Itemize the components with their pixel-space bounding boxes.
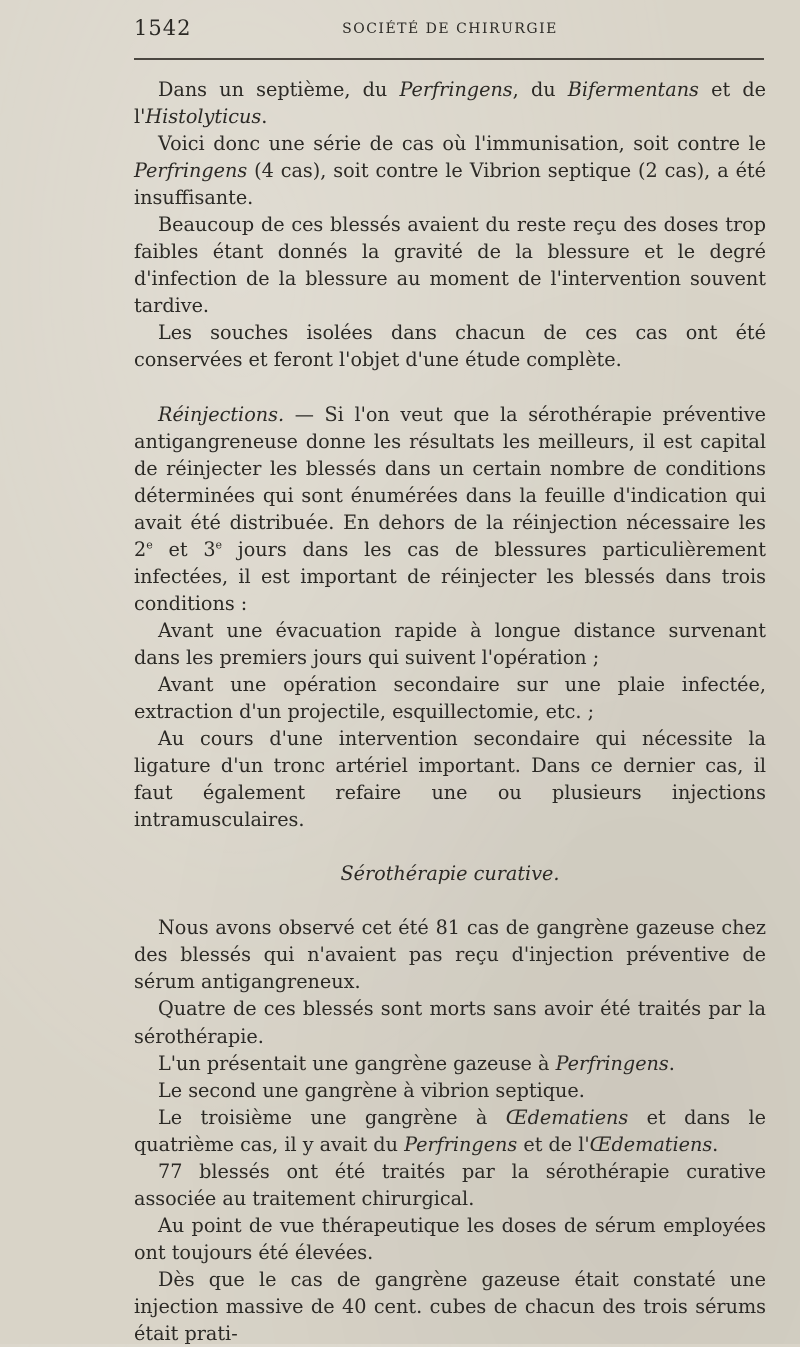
text-run: — Si l'on veut que la sérothérapie préventive antigangreneuse donne les résultats les meilleurs, il est capital de réinjecter les blessés dans un certain nombre de conditions déterminées qui sont énumérées dans la feuille d'indication qui avait été distribuée. En dehors de la réinjection nécessaire les 2 <box>134 402 766 561</box>
spacer <box>134 374 766 401</box>
running-head: SOCIÉTÉ DE CHIRURGIE <box>342 21 558 37</box>
paragraph-8: Au cours d'une intervention secondaire qui nécessite la ligature d'un tronc artériel important. Dans ce dernier cas, il faut également refaire une ou plusieurs injections intramusculaires. <box>134 727 766 832</box>
italic-term: Perfringens <box>134 159 248 183</box>
text-run: et dans le quatrième cas, il y avait du <box>134 1105 767 1156</box>
paragraph-16: Dès que le cas de gangrène gazeuse était constaté une injection massive de 40 cent. cubes de chacun des trois sérums était prati- <box>134 1267 766 1346</box>
italic-term: Histolyticus <box>145 105 262 129</box>
italic-term: Perfringens <box>404 1132 518 1156</box>
text-run: . <box>261 105 268 129</box>
paragraph-4: Les souches isolées dans chacun de ces cas ont été conservées et feront l'objet d'une étude complète. <box>134 321 766 372</box>
paragraph-11 <box>134 1050 766 1077</box>
paragraph-5 <box>134 401 766 617</box>
text-run: . <box>668 1051 675 1075</box>
italic-term: Bifermentans <box>567 78 699 101</box>
text-run: jours dans les cas de blessures particulièrement infectées, il est important de réinjecter les blessés dans trois conditions : <box>134 537 766 615</box>
spacer <box>134 887 766 914</box>
paragraph-14: 77 blessés ont été traités par la sérothérapie curative associée au traitement chirurgical. <box>134 1159 766 1210</box>
paragraph-12: Le second une gangrène à vibrion septique. <box>158 1078 585 1102</box>
paragraph-13 <box>134 1104 766 1158</box>
text-run: L'un présentait une gangrène gazeuse à <box>158 1051 556 1075</box>
paragraph-3: Beaucoup de ces blessés avaient du reste reçu des doses trop faibles étant donnés la gravité de la blessure et le degré d'infection de la blessure au moment de l'intervention souvent tardive. <box>134 213 766 318</box>
text-run: Le troisième une gangrène à <box>158 1105 506 1129</box>
superscript: e <box>215 538 223 552</box>
italic-term: Œdematiens <box>505 1105 629 1129</box>
paragraph-15: Au point de vue thérapeutique les doses de sérum employées ont toujours été élevées. <box>134 1213 766 1264</box>
text-run: et de l' <box>134 78 766 129</box>
paragraph-1 <box>134 76 766 130</box>
superscript: e <box>146 538 153 552</box>
text-run: , du <box>512 78 568 101</box>
text-run: . <box>712 1132 719 1156</box>
page-number: 1542 <box>134 16 192 40</box>
paragraph-9: Nous avons observé cet été 81 cas de gangrène gazeuse chez des blessés qui n'avaient pas reçu d'injection préventive de sérum antigangreneux. <box>134 916 766 994</box>
text-run: et de l' <box>517 1132 590 1156</box>
paragraph-6: Avant une évacuation rapide à longue distance survenant dans les premiers jours qui suivent l'opération ; <box>134 618 766 669</box>
text-run: Dans un septième, du <box>158 78 400 101</box>
italic-term: Œdematiens <box>589 1132 713 1156</box>
header-rule <box>134 58 764 60</box>
paragraph-2 <box>134 130 766 211</box>
paragraph-10: Quatre de ces blessés sont morts sans avoir été traités par la sérothérapie. <box>134 997 766 1048</box>
paragraph-7: Avant une opération secondaire sur une plaie infectée, extraction d'un projectile, esquillectomie, etc. ; <box>134 672 766 724</box>
text-run: (4 cas), soit contre le Vibrion septique (2 cas), a été insuffisante. <box>134 159 766 210</box>
section-title: Sérothérapie curative. <box>340 862 560 886</box>
run-in-heading: Réinjections. <box>158 402 285 426</box>
text-run: et 3 <box>152 537 216 561</box>
text-run: Voici donc une série de cas où l'immunisation, soit contre le <box>158 132 766 156</box>
spacer <box>134 833 766 860</box>
italic-term: Perfringens <box>555 1051 669 1075</box>
italic-term: Perfringens <box>399 78 513 101</box>
body-text <box>134 76 766 1347</box>
page-header <box>134 14 766 44</box>
